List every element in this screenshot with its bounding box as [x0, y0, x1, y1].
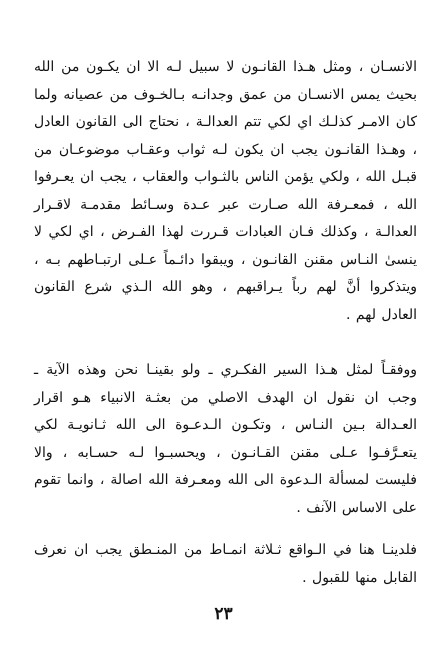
paragraph-1: الانسـان ، ومثل هـذا القانـون لا سبيل لـه الا ان يكـون من الله بحيث يمس الانسـان من عمق وجدانـه بـالخـوف من عصيانه ولما كان الامـر كذلـك اي لكي تتم العدالـة ، نحتاج الى القانون العادل ، وهـذا القانـون يجب ان يكون لـه ثواب وعقـاب موضوعـان من قبـل الله ، ولكي يؤمن الناس بالثـواب والعقاب ، يجب ان يعـرفوا الله ، فمعـرفة الله صـارت عبر عـدة وسـائط مقدمـة لاقـرار العدالـة ، وكذلك فـان العبادات قـررت لهذا الفـرض ، اي لكي لا ينسىٰ النـاس مقنن القانـون ، ويبقوا دائـماً عـلى ارتبـاطهم بـه ، ويتذكروا أنَّ لهم رباً يـراقبهم ، وهو الله الـذي شرع القانون العادل لهم . [34, 59, 417, 323]
page-number: ٢٣ [214, 604, 233, 624]
paragraph-2: ووفقـاً لمثل هـذا السير الفكـري ـ ولو بقينـا نحن وهذه الآية ـ وجب ان نقول ان الهدف الاصلي من بعثـة الانبياء هـو اقرار العـدالة بـين النـاس ، وتكـون الـدعـوة الى الله ثـانويـة لكي يتعـرَّفـوا عـلى مقنن القـانـون ، ويحسبـوا لـه حسـابه ، والا فليست لمسألة الـدعوة الى الله ومعـرفة الله اصالة ، وانما تقوم على الاساس الآنف . [34, 362, 417, 516]
paragraph-3: فلدينـا هنا في الـواقع ثـلاثة انمـاط من المنـطق يجب ان نعرف القابل منها للقبول . [34, 542, 417, 586]
